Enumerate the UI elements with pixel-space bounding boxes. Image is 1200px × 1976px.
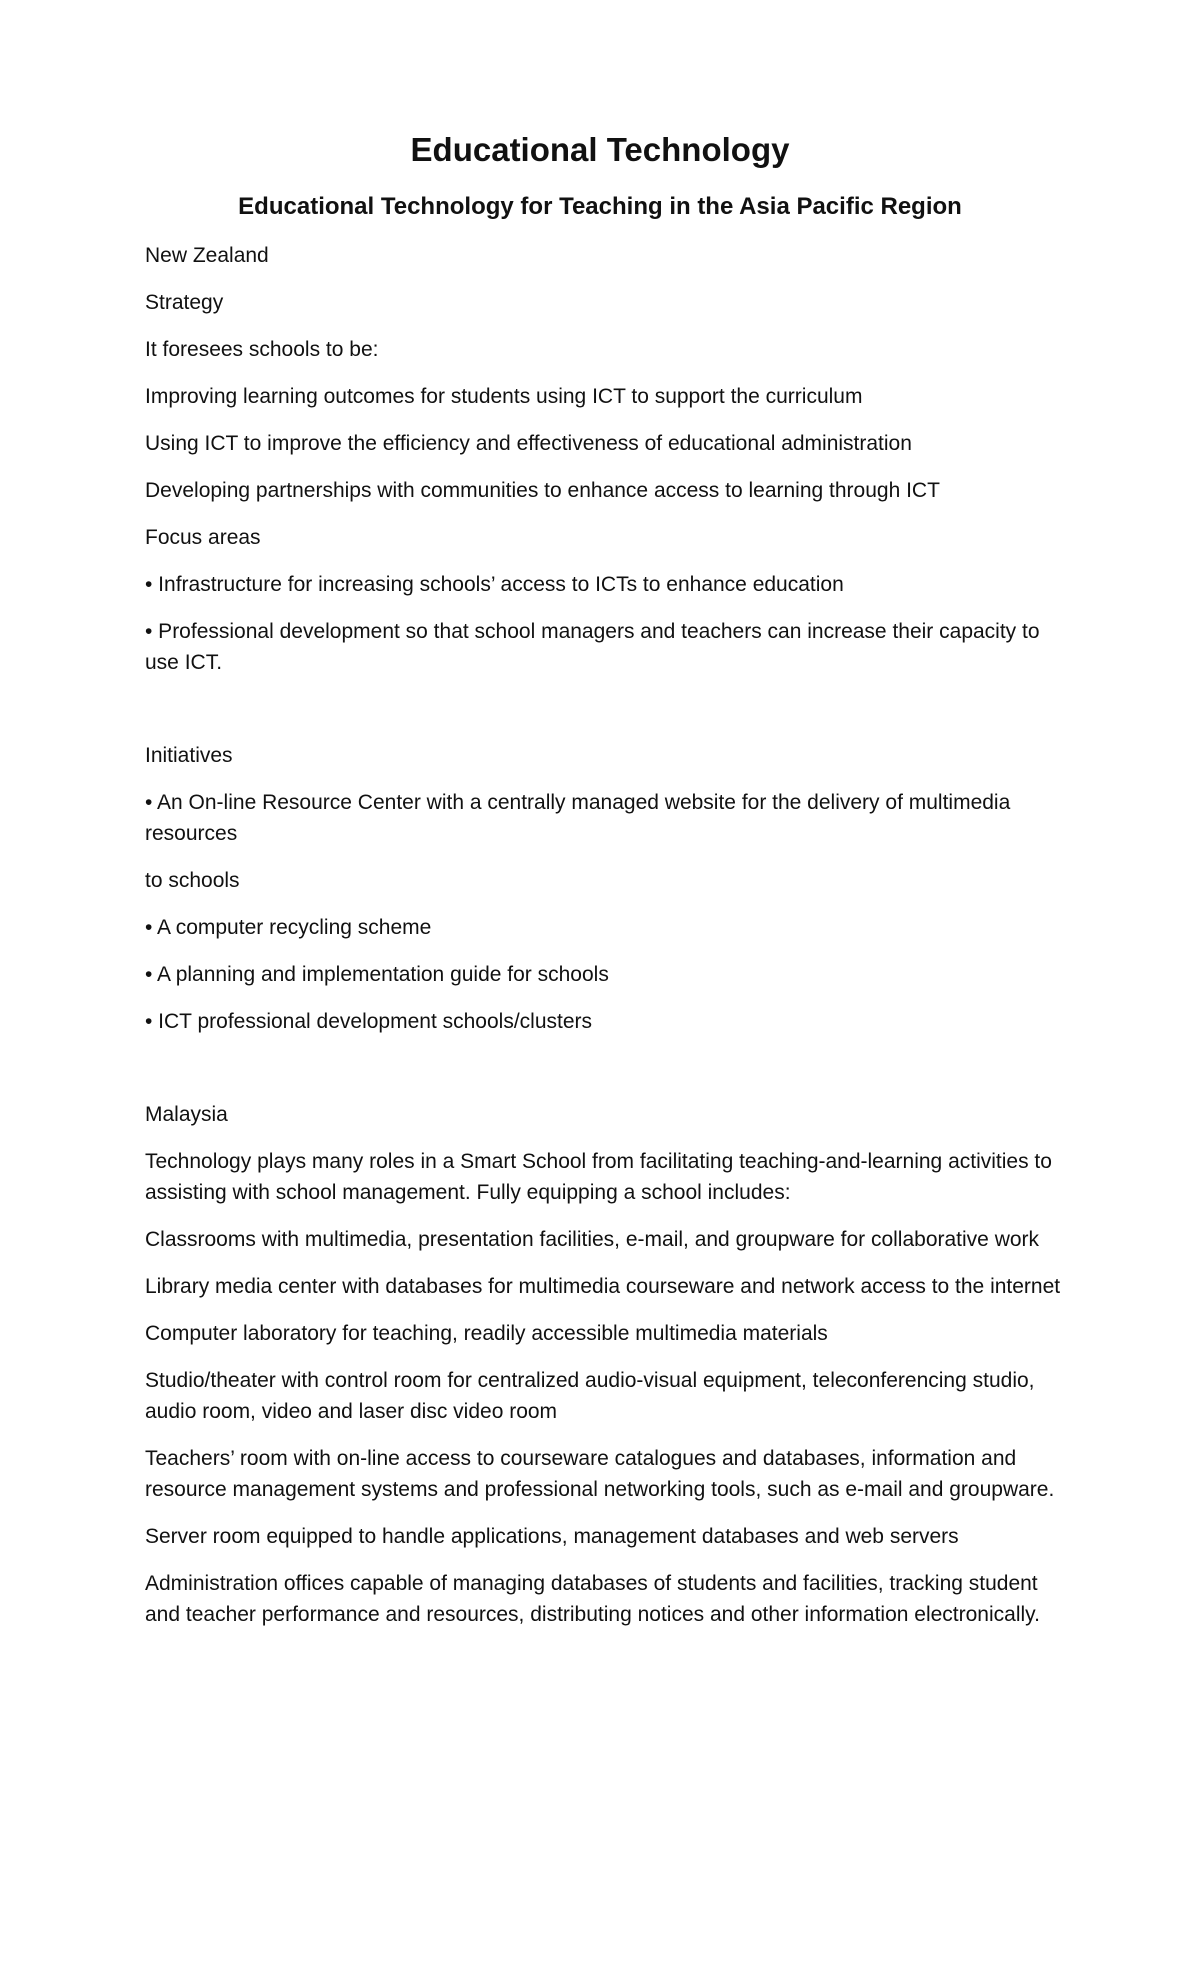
document-title: Educational Technology xyxy=(410,131,790,168)
focus-item: • Professional development so that school managers and teachers can increase their capacity to use ICT. xyxy=(145,620,1040,674)
malaysia-item: Teachers’ room with on-line access to courseware catalogues and databases, information and resource management systems and professional networking tools, such as e-mail and groupware. xyxy=(145,1447,1055,1501)
section-heading-malaysia: Malaysia xyxy=(145,1103,228,1126)
strategy-label: Strategy xyxy=(145,291,224,314)
initiative-item: • An On-line Resource Center with a centrally managed website for the delivery of multimedia resources xyxy=(145,791,1011,845)
malaysia-item: Computer laboratory for teaching, readily accessible multimedia materials xyxy=(145,1322,828,1345)
initiatives-label: Initiatives xyxy=(145,744,233,767)
malaysia-item: Administration offices capable of managing databases of students and facilities, tracking student and teacher performance and resources, distributing notices and other information electronically. xyxy=(145,1572,1040,1626)
malaysia-item: Studio/theater with control room for centralized audio-visual equipment, teleconferencing studio, audio room, video and laser disc video room xyxy=(145,1369,1035,1423)
document-body xyxy=(145,240,1065,1646)
initiative-item: • A planning and implementation guide for schools xyxy=(145,963,609,986)
focus-areas-label: Focus areas xyxy=(145,526,261,549)
malaysia-intro: Technology plays many roles in a Smart School from facilitating teaching-and-learning activities to assisting with school management. Fully equipping a school includes: xyxy=(145,1150,1052,1204)
goal-paragraph: Improving learning outcomes for students using ICT to support the curriculum xyxy=(145,385,863,408)
malaysia-item: Library media center with databases for multimedia courseware and network access to the internet xyxy=(145,1275,1061,1298)
initiative-item: to schools xyxy=(145,869,240,892)
foresees-text: It foresees schools to be: xyxy=(145,338,379,361)
focus-item: • Infrastructure for increasing schools’ access to ICTs to enhance education xyxy=(145,573,844,596)
initiative-item: • ICT professional development schools/clusters xyxy=(145,1010,593,1033)
initiative-item: • A computer recycling scheme xyxy=(145,916,432,939)
malaysia-item: Server room equipped to handle applications, management databases and web servers xyxy=(145,1525,959,1548)
malaysia-item: Classrooms with multimedia, presentation facilities, e-mail, and groupware for collaborative work xyxy=(145,1228,1040,1251)
section-heading-new-zealand: New Zealand xyxy=(145,244,269,267)
goal-paragraph: Developing partnerships with communities to enhance access to learning through ICT xyxy=(145,479,940,502)
goal-paragraph: Using ICT to improve the efficiency and effectiveness of educational administration xyxy=(145,432,912,455)
document-subtitle: Educational Technology for Teaching in the Asia Pacific Region xyxy=(238,193,962,220)
